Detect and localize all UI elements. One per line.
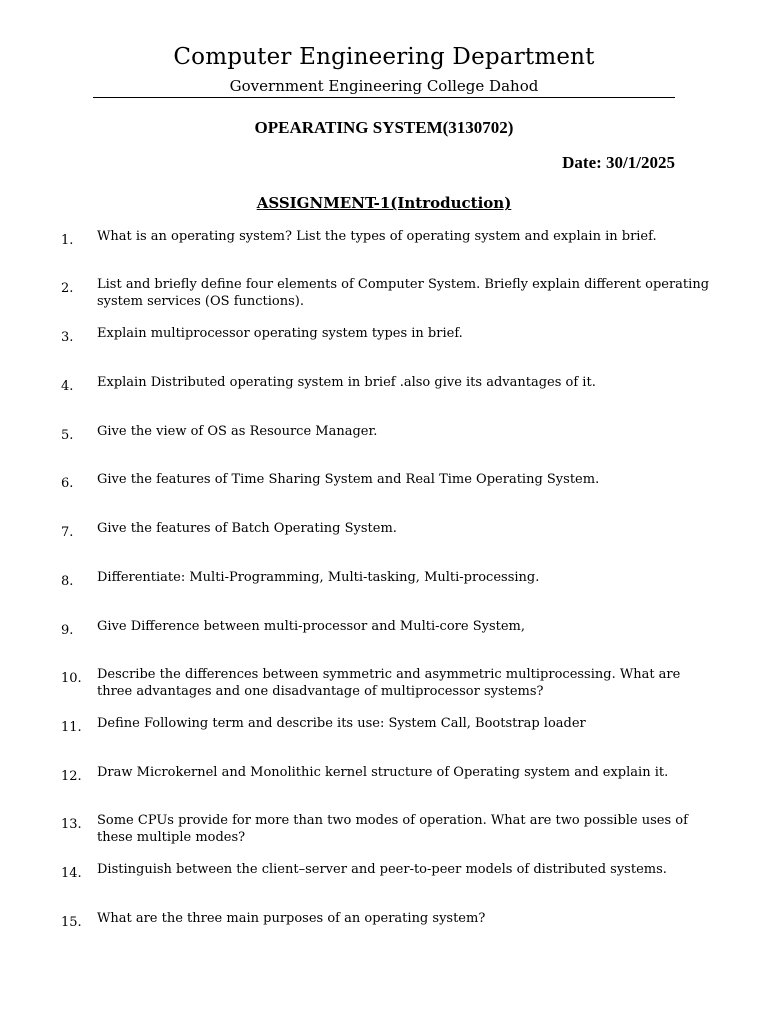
question-number: 5. [61, 428, 74, 443]
question-text: Describe the differences between symmetric and asymmetric multiprocessing. What are three advantages and one disadvantage of multiprocessor systems? [97, 667, 681, 699]
question-number: 1. [61, 233, 74, 248]
question-text: Give the features of Batch Operating System. [97, 521, 397, 536]
question-number: 7. [61, 525, 74, 540]
question-number: 6. [61, 476, 74, 491]
department-heading: Computer Engineering Department [173, 44, 595, 70]
question-number: 14. [61, 866, 82, 881]
question-number: 12. [61, 769, 82, 784]
question-text: Explain multiprocessor operating system types in brief. [97, 326, 463, 341]
subject-title: OPEARATING SYSTEM(3130702) [254, 118, 514, 137]
question-text: Define Following term and describe its use: System Call, Bootstrap loader [97, 716, 586, 731]
assignment-title: ASSIGNMENT-1(Introduction) [256, 194, 512, 212]
question-text: Distinguish between the client–server and peer-to-peer models of distributed systems. [97, 862, 667, 877]
question-number: 2. [61, 281, 74, 296]
question-text: Some CPUs provide for more than two modes of operation. What are two possible uses of these multiple modes? [97, 813, 688, 845]
question-text: What are the three main purposes of an operating system? [97, 911, 486, 926]
question-number: 3. [61, 330, 74, 345]
question-text: Differentiate: Multi-Programming, Multi-tasking, Multi-processing. [97, 570, 540, 585]
question-number: 10. [61, 671, 82, 686]
question-text: Give the features of Time Sharing System and Real Time Operating System. [97, 472, 600, 487]
question-text: Explain Distributed operating system in brief .also give its advantages of it. [97, 375, 596, 390]
question-number: 15. [61, 915, 82, 930]
question-number: 8. [61, 574, 74, 589]
question-number: 13. [61, 817, 82, 832]
question-text: What is an operating system? List the types of operating system and explain in brief. [97, 229, 657, 244]
question-number: 4. [61, 379, 74, 394]
question-text: Give Difference between multi-processor and Multi-core System, [97, 619, 525, 634]
college-name: Government Engineering College Dahod [229, 77, 539, 95]
question-text: Give the view of OS as Resource Manager. [97, 424, 378, 439]
assignment-date: Date: 30/1/2025 [562, 153, 675, 172]
question-text: List and briefly define four elements of Computer System. Briefly explain different operating system services (OS functions). [97, 277, 710, 309]
header-divider [93, 97, 675, 98]
question-number: 11. [61, 720, 82, 735]
question-text: Draw Microkernel and Monolithic kernel structure of Operating system and explain it. [97, 765, 669, 780]
question-number: 9. [61, 623, 74, 638]
